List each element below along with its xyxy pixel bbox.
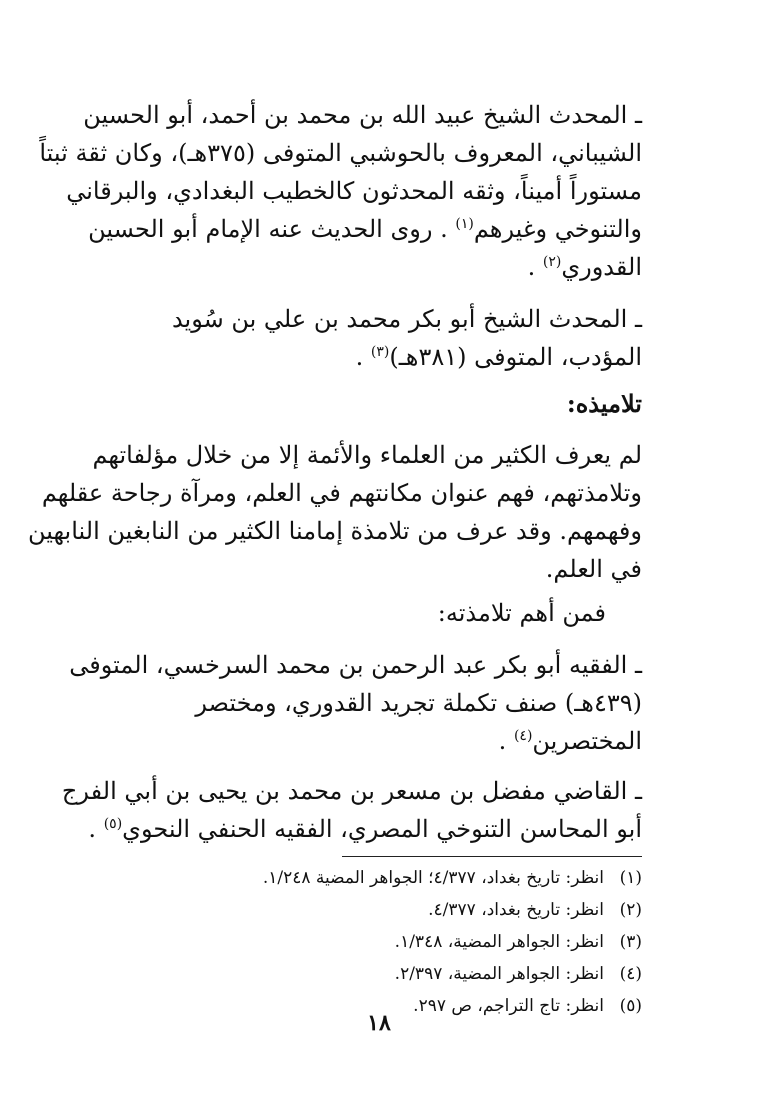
footnote-number: (١): [619, 868, 642, 888]
text-fragment: والتنوخي وغيرهم: [473, 215, 642, 243]
text-line: ـ الفقيه أبو بكر عبد الرحمن بن محمد السرخسي، المتوفى: [69, 651, 642, 679]
paragraph-students-intro: [27, 436, 642, 588]
text-line: (٤٣٩هـ) صنف تكملة تجريد القدوري، ومختصر: [195, 689, 642, 717]
footnote-number: (٣): [619, 932, 642, 952]
text-line: وتلامذتهم، فهم عنوان مكانتهم في العلم، ومرآة رجاحة عقلهم: [41, 479, 642, 507]
footnote-text: انظر: الجواهر المضية، ١/٣٤٨.: [394, 932, 604, 952]
footnote-text: انظر: تاج التراجم، ص ٢٩٧.: [413, 996, 604, 1016]
text-fragment: . روى الحديث عنه الإمام أبو الحسين: [88, 215, 448, 243]
footnote-3: [106, 926, 642, 958]
text-line: ـ القاضي مفضل بن مسعر بن محمد بن يحيى بن أبي الفرج: [61, 777, 642, 805]
paragraph-student-sarakhsi: [69, 646, 642, 760]
text-fragment: المؤدب، المتوفى (٣٨١هـ): [389, 343, 642, 371]
text-line: في العلم.: [545, 555, 642, 583]
footnote-ref-1[interactable]: (١): [455, 216, 474, 232]
text-fragment: .: [498, 727, 507, 755]
footnote-text: انظر: الجواهر المضية، ٢/٣٩٧.: [394, 964, 604, 984]
text-line: ـ المحدث الشيخ عبيد الله بن محمد بن أحمد، أبو الحسين: [83, 101, 642, 129]
text-fragment: .: [527, 253, 536, 281]
text-line: وفهمهم. وقد عرف من تلامذة إمامنا الكثير من النابغين النابهين: [27, 517, 642, 545]
section-heading-students: تلاميذه:: [566, 389, 642, 418]
text-line: [106, 248, 642, 286]
footnote-number: (٢): [619, 900, 642, 920]
text-fragment: .: [355, 343, 364, 371]
text-fragment: .: [88, 815, 97, 843]
text-line: [106, 338, 642, 376]
page-number: ١٨: [367, 1010, 391, 1036]
footnotes-list: [106, 862, 642, 1022]
text-line: الشيباني، المعروف بالحوشبي المتوفى (٣٧٥هـ)، وكان ثقة ثبتاً: [39, 139, 642, 167]
text-fragment: أبو المحاسن التنوخي المصري، الفقيه الحنفي النحوي: [122, 815, 642, 843]
footnote-ref-3[interactable]: (٣): [370, 344, 390, 360]
footnote-2: [106, 894, 642, 926]
footnote-text: انظر: تاريخ بغداد، ٤/٣٧٧.: [428, 900, 604, 920]
footnote-divider: [342, 856, 642, 857]
text-line: [88, 810, 642, 848]
footnote-text: انظر: تاريخ بغداد، ٤/٣٧٧؛ الجواهر المضية ١/٢٤٨.: [262, 868, 604, 888]
paragraph-teacher-muaddib: [106, 300, 642, 376]
paragraph-students-lead: [106, 594, 642, 632]
text-line: فمن أهم تلامذته:: [437, 599, 606, 627]
text-line: [88, 210, 642, 248]
text-fragment: المختصرين: [532, 727, 642, 755]
text-line: ـ المحدث الشيخ أبو بكر محمد بن علي بن سُويد: [171, 305, 642, 333]
paragraph-student-tanukhi: [61, 772, 642, 848]
text-line: [106, 722, 642, 760]
footnote-number: (٥): [619, 996, 642, 1016]
footnote-number: (٤): [619, 964, 642, 984]
footnote-1: [106, 862, 642, 894]
footnote-ref-2[interactable]: (٢): [542, 254, 562, 270]
text-fragment: القدوري: [561, 253, 642, 281]
text-line: لم يعرف الكثير من العلماء والأئمة إلا من خلال مؤلفاتهم: [92, 441, 642, 469]
footnote-ref-4[interactable]: (٤): [513, 728, 533, 744]
text-line: مستوراً أميناً، وثقه المحدثون كالخطيب البغدادي، والبرقاني: [66, 177, 642, 205]
footnote-4: [106, 958, 642, 990]
paragraph-teacher-hawshabi: [39, 96, 642, 286]
footnote-ref-5[interactable]: (٥): [103, 816, 123, 832]
